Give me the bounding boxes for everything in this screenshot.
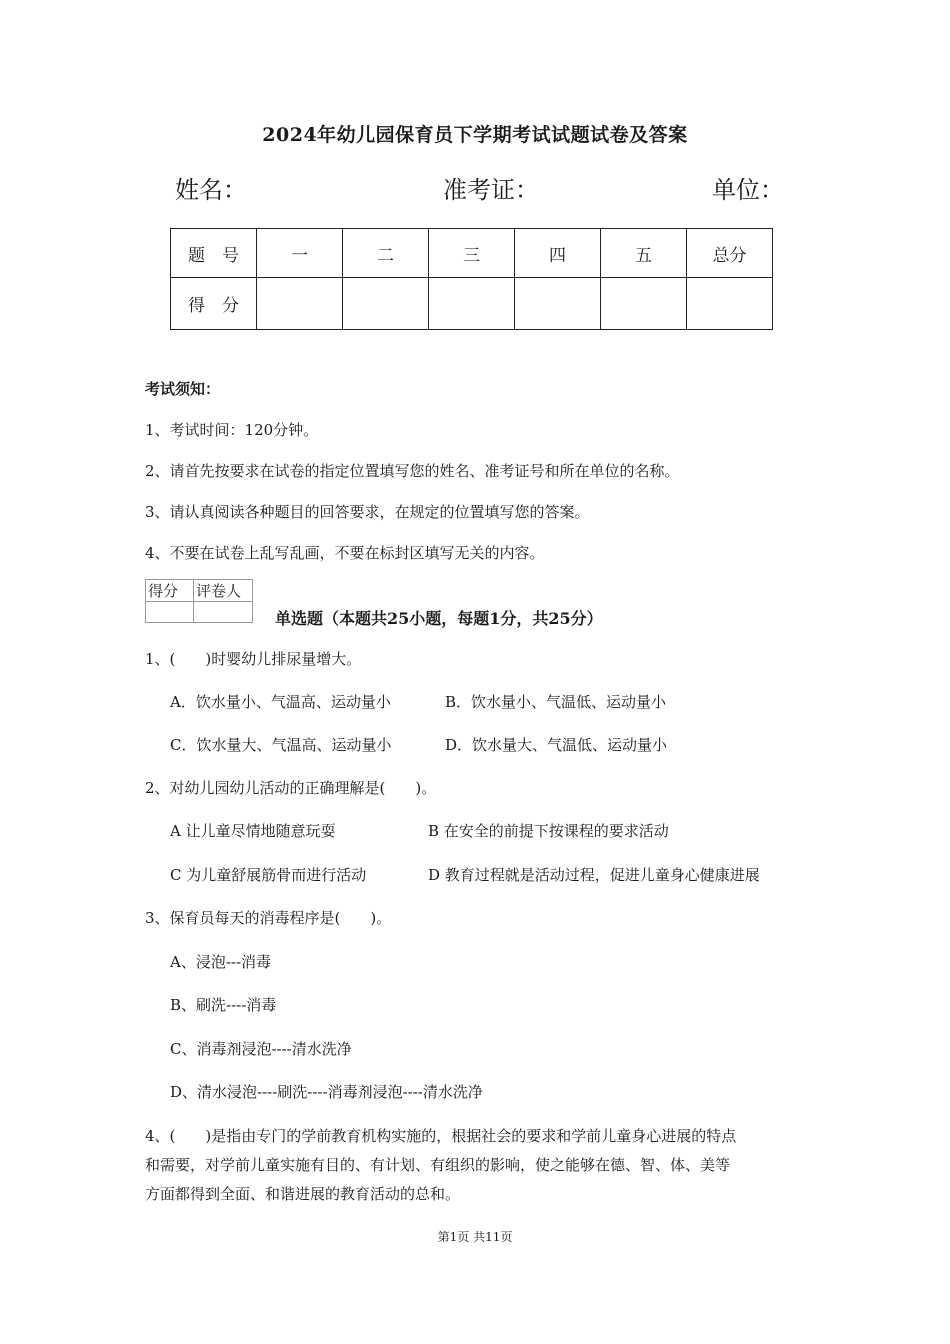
header-cell: 题 号	[171, 229, 257, 278]
notice-item: 3、请认真阅读各种题目的回答要求，在规定的位置填写您的答案。	[145, 503, 590, 521]
header-cell: 五	[601, 229, 687, 278]
page-footer: 第1页 共11页	[437, 1230, 513, 1244]
score-cell	[429, 278, 515, 330]
notice-heading: 考试须知：	[145, 380, 221, 398]
option-c: C 为儿童舒展筋骨而进行活动	[170, 866, 367, 884]
option-d: D．饮水量大、气温低、运动量小	[445, 736, 668, 754]
grader-name-cell	[194, 602, 253, 623]
question-stem-line: 4、( )是指由专门的学前教育机构实施的，根据社会的要求和学前儿童身心进展的特点	[145, 1127, 737, 1145]
option-d: D 教育过程就是活动过程，促进儿童身心健康进展	[428, 866, 760, 884]
score-table-score-row	[171, 278, 773, 330]
exam-number-field-label: 准考证：	[443, 176, 539, 204]
grader-name-label: 评卷人	[194, 580, 253, 602]
notice-item: 1、考试时间：120分钟。	[145, 421, 319, 439]
header-cell: 二	[343, 229, 429, 278]
grader-score-cell	[146, 602, 194, 623]
option-c: C．饮水量大、气温高、运动量小	[170, 736, 392, 754]
question-stem: 1、( )时婴幼儿排尿量增大。	[145, 650, 362, 668]
question-stem-line: 和需要，对学前儿童实施有目的、有计划、有组织的影响，使之能够在德、智、体、美等	[145, 1156, 731, 1174]
name-field-label: 姓名：	[175, 176, 247, 204]
notice-item: 2、请首先按要求在试卷的指定位置填写您的姓名、准考证号和所在单位的名称。	[145, 462, 680, 480]
score-row-label: 得 分	[171, 278, 257, 330]
score-cell	[687, 278, 773, 330]
option-a: A．饮水量小、气温高、运动量小	[170, 693, 391, 711]
question-stem-line: 方面都得到全面、和谐进展的教育活动的总和。	[145, 1185, 461, 1203]
unit-field-label: 单位：	[712, 176, 784, 204]
score-cell	[343, 278, 429, 330]
header-cell: 一	[257, 229, 343, 278]
exam-title: 2024年幼儿园保育员下学期考试试题试卷及答案	[262, 124, 688, 146]
score-cell	[515, 278, 601, 330]
section-title: 单选题（本题共25小题，每题1分，共25分）	[275, 609, 603, 628]
option-b: B、刷洗----消毒	[170, 996, 277, 1014]
option-b: B．饮水量小、气温低、运动量小	[445, 693, 667, 711]
option-d: D、清水浸泡----刷洗----消毒剂浸泡----清水洗净	[170, 1083, 483, 1101]
option-a: A 让儿童尽情地随意玩耍	[170, 822, 336, 840]
score-table-header-row	[171, 229, 773, 278]
option-c: C、消毒剂浸泡----清水洗净	[170, 1040, 352, 1058]
score-cell	[601, 278, 687, 330]
score-table	[170, 228, 773, 330]
grader-box	[145, 579, 253, 623]
question-stem: 2、对幼儿园幼儿活动的正确理解是( )。	[145, 779, 437, 797]
option-b: B 在安全的前提下按课程的要求活动	[428, 822, 669, 840]
header-cell: 总分	[687, 229, 773, 278]
header-cell: 三	[429, 229, 515, 278]
option-a: A、浸泡---消毒	[170, 953, 272, 971]
header-cell: 四	[515, 229, 601, 278]
question-stem: 3、保育员每天的消毒程序是( )。	[145, 909, 392, 927]
score-cell	[257, 278, 343, 330]
notice-item: 4、不要在试卷上乱写乱画，不要在标封区填写无关的内容。	[145, 544, 545, 562]
grader-score-label: 得分	[146, 580, 194, 602]
